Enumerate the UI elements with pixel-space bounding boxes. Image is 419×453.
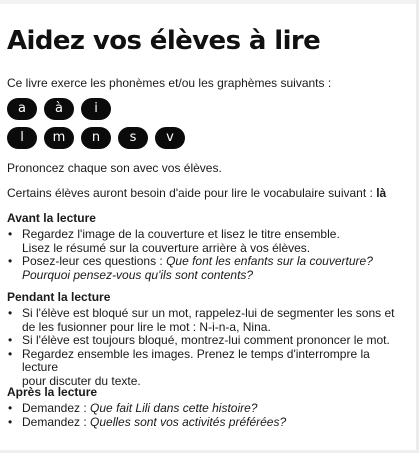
list-item-text: Lisez le résumé sur la couverture arrière à vos élèves.	[22, 240, 311, 255]
question-prefix: Demandez :	[22, 414, 91, 429]
bullet: •	[8, 401, 13, 415]
phoneme-chip: s	[118, 127, 148, 149]
section-heading-pendant: Pendant la lecture	[7, 290, 111, 304]
phoneme-chip: m	[44, 127, 74, 149]
section-heading-avant: Avant la lecture	[7, 211, 96, 225]
page-title: Aidez vos élèves à lire	[7, 26, 321, 56]
list-item	[7, 416, 407, 430]
question-text: Quelles sont vos activités préférées?	[90, 414, 287, 429]
bullet: •	[8, 414, 13, 429]
pronounce-text: Prononcez chaque son avec vos élèves.	[7, 161, 222, 175]
question-text: Pourquoi pensez-vous qu'ils sont contents?	[22, 267, 254, 282]
bullet: •	[8, 254, 13, 268]
phoneme-chip: i	[81, 98, 111, 120]
list-item-text	[22, 255, 407, 269]
list-item	[7, 348, 407, 389]
list-item-text: Si l'élève est toujours bloqué, montrez-lui comment prononcer le mot.	[22, 333, 390, 347]
vocab-word: là	[376, 186, 387, 200]
phoneme-row-1	[7, 98, 118, 120]
list-item-text	[22, 416, 407, 430]
list-item	[7, 307, 407, 334]
pendant-list	[7, 307, 407, 388]
list-item	[7, 255, 407, 282]
list-item-text: Si l'élève est bloqué sur un mot, rappelez-lui de segmenter les sons et	[22, 306, 395, 320]
top-border	[0, 0, 419, 4]
question-prefix: Demandez :	[22, 401, 91, 415]
bullet: •	[8, 346, 13, 361]
bullet: •	[8, 333, 13, 347]
phoneme-chip: a	[7, 98, 37, 120]
list-item-text: Regardez ensemble les images. Prenez le temps d'interrompre la lecture	[22, 346, 370, 374]
section-heading-apres: Après la lecture	[7, 385, 98, 399]
list-item-text	[22, 402, 407, 416]
question-text: Que fait Lili dans cette histoire?	[90, 401, 258, 415]
list-item-text: pour discuter du texte.	[22, 373, 141, 388]
list-item-text: de les fusionner pour lire le mot : N-i-n-a, Nina.	[22, 319, 271, 334]
phoneme-chip: v	[155, 127, 185, 149]
bullet: •	[8, 306, 13, 320]
list-item	[7, 228, 407, 255]
phoneme-chip: n	[81, 127, 111, 149]
list-item-text: Regardez l'image de la couverture et lisez le titre ensemble.	[22, 227, 340, 241]
vocab-text	[7, 186, 386, 200]
phoneme-chip: à	[44, 98, 74, 120]
avant-list	[7, 228, 407, 282]
bullet: •	[8, 227, 13, 241]
question-prefix: Posez-leur ces questions :	[22, 254, 167, 268]
apres-list	[7, 402, 407, 429]
intro-text: Ce livre exerce les phonèmes et/ou les graphèmes suivants :	[7, 76, 332, 90]
list-item	[7, 334, 407, 348]
phoneme-chip: l	[7, 127, 37, 149]
list-item	[7, 402, 407, 416]
phoneme-row-2	[7, 127, 192, 149]
vocab-intro: Certains élèves auront besoin d'aide pour lire le vocabulaire suivant :	[7, 186, 373, 200]
question-text: Que font les enfants sur la couverture?	[166, 254, 373, 268]
